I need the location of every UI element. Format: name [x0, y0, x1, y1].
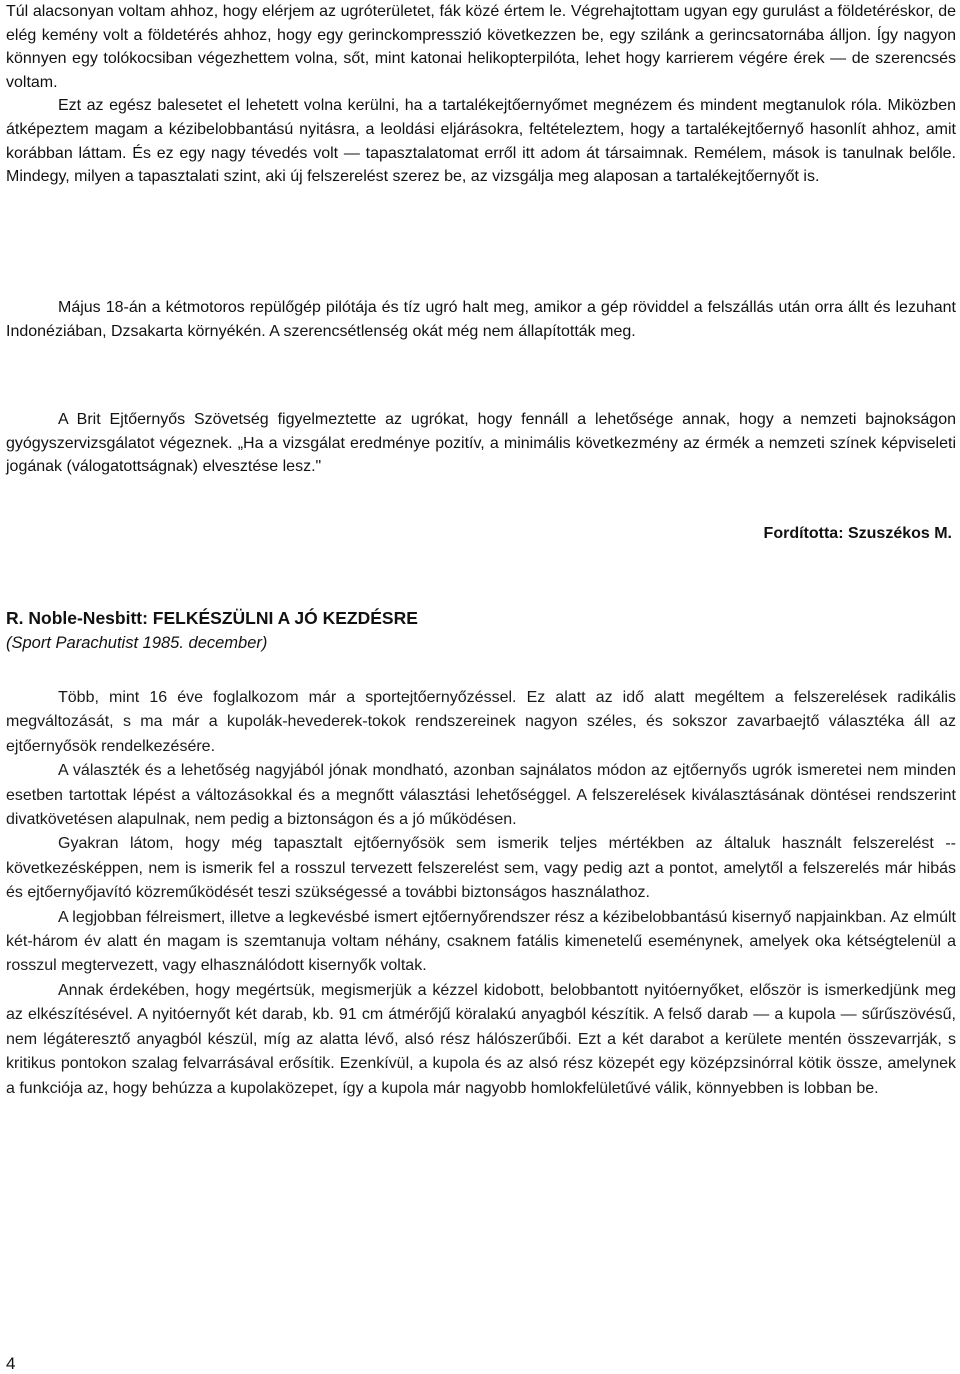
- paragraph: A Brit Ejtőernyős Szövetség figyelmeztette az ugrókat, hogy fennáll a lehetősége annak, hogy a nemzeti bajnokságon gyógyszervizsgálatot végeznek. „Ha a vizsgálat eredménye pozitív, a minimális következmény az érmék a nemzeti színek képviseleti jogának (válogatottságnak) elvesztése lesz.": [6, 411, 956, 476]
- news-item-drug-test: [6, 408, 956, 479]
- article-body: [6, 686, 956, 1101]
- paragraph: A legjobban félreismert, illetve a legkevésbé ismert ejtőernyőrendszer rész a kézibelobbantású kisernyő napjainkban. Az elmúlt két-három év alatt én magam is szemtanuja voltam néhány, csaknem fatális kimenetelű eseménynek, amelyek oka kétségtelenül a rosszul megtervezett, vagy elhasználódott kisernyők voltak.: [6, 908, 956, 975]
- paragraph: Május 18-án a kétmotoros repülőgép pilótája és tíz ugró halt meg, amikor a gép röviddel a felszállás után orra állt és lezuhant Indonéziában, Dzsakarta környékén. A szerencsétlenség okát még nem állapították meg.: [6, 299, 956, 340]
- paragraph: Gyakran látom, hogy még tapasztalt ejtőernyősök sem ismerik teljes mértékben az általuk használt felszerelést -- következésképpen, nem is ismerik fel a rosszul tervezett felszerelést sem, vagy pedig azt a pontot, amelytől a felszerelés már hibás és ejtőernyőjavító közreműködését teszi szükségessé a további biztonságos használathoz.: [6, 835, 956, 902]
- news-item-indonesia: [6, 296, 956, 343]
- accident-story-section: [6, 0, 956, 189]
- paragraph: A választék és a lehetőség nagyjából jónak mondható, azonban sajnálatos módon az ejtőernyős ugrók ismeretei nem minden esetben tartottak lépést a változásokkal és a megnőtt választási lehetőséggel. A felszerelések kiválasztásának döntései rendszerint divatkövetésen alapulnak, nem pedig a biztonságon és a jó működésen.: [6, 762, 956, 829]
- translator-credit: Fordította: Szuszékos M.: [763, 525, 952, 542]
- paragraph: Ezt az egész balesetet el lehetett volna kerülni, ha a tartalékejtőernyőmet megnézem és mindent megtanulok róla. Miközben átképeztem magam a kézibelobbantású nyitásra, a leoldási eljárásokra, feltételeztem, hogy a tartalékejtőernyő hasonlít ahhoz, amit korábban láttam. És ez egy nagy tévedés volt — tapasztalatomat erről itt adom át társaimnak. Remélem, mások is tanulnak belőle. Mindegy, milyen a tapasztalati szint, aki új felszerelést szerez be, az vizsgálja meg alaposan a tartalékejtőernyőt is.: [6, 97, 956, 186]
- paragraph: Túl alacsonyan voltam ahhoz, hogy elérjem az ugróterületet, fák közé értem le. Végrehajtottam ugyan egy gurulást a földetéréskor, de elég kemény volt a földetérés ahhoz, hogy egy gerinckompresszió következzen be, egy szilánk a gerincsatornába álljon. Így nagyon könnyen egy tolókocsiban végezhettem volna, sőt, mint katonai helikopterpilóta, lehet hogy karrierem végére érek — de szerencsés voltam.: [6, 3, 956, 91]
- article-source: (Sport Parachutist 1985. december): [6, 634, 268, 652]
- page-number: 4: [6, 1354, 16, 1373]
- article-heading: [6, 605, 906, 656]
- paragraph: Több, mint 16 éve foglalkozom már a sportejtőernyőzéssel. Ez alatt az idő alatt megéltem a felszerelések radikális megváltozását, s ma már a kupolák-hevederek-tokok rendszereinek nagyon széles, és sokszor zavarbaejtő választéka áll az ejtőernyősök rendelkezésére.: [6, 689, 956, 755]
- article-title: R. Noble-Nesbitt: FELKÉSZÜLNI A JÓ KEZDÉSRE: [6, 608, 418, 628]
- paragraph: Annak érdekében, hogy megértsük, megismerjük a kézzel kidobott, belobbantott nyitóernyőket, először is ismerkedjünk meg az elkészítésével. A nyitóernyőt két darab, kb. 91 cm átmérőjű köralakú anyagból készítik. A felső darab — a kupola — sűrűszövésű, nem légáteresztő anyagból készül, míg az alatta lévő, alsó rész hálószerűbői. Ezt a két darabot a kerülete mentén összevarrják, s kritikus pontokon szalag felvarrásával erősítik. Ezenkívül, a kupola és az alsó rész közepét egy középzsinórral kötik össze, amelynek a funkciója az, hogy behúzza a kupolaközepet, így a kupola már nagyobb homlokfelületűvé válik, könnyebben is lobban be.: [6, 981, 956, 1097]
